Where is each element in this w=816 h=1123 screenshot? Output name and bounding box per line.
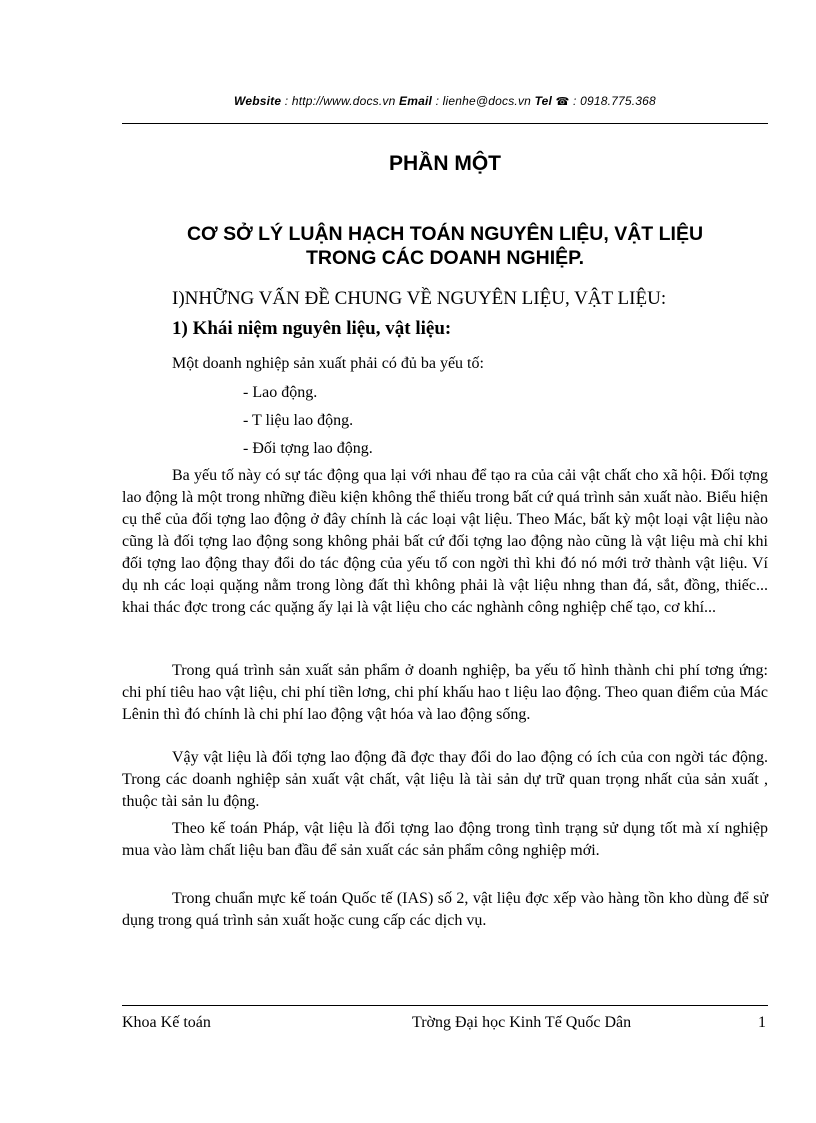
footer-rule [122, 1005, 768, 1006]
sub-heading: 1) Khái niệm nguyên liệu, vật liệu: [172, 318, 452, 339]
email-label: Email [399, 94, 433, 108]
main-title-line-2: TRONG CÁC DOANH NGHIỆP. [305, 247, 585, 269]
list-item: - T liệu lao động. [243, 412, 354, 429]
email-value: : lienhe@docs.vn [432, 94, 535, 108]
paragraph: Vậy vật liệu là đối tợng lao động đã đợc thay đổi do lao động có ích của con ngời tác động. Trong các doanh nghiệp sản xuất vật chất, vật liệu là tài sản dự trữ quan trọng nhất của sản xuất , thuộc tài sản lu động. [122, 749, 768, 810]
paragraph: Trong chuẩn mực kế toán Quốc tế (IAS) số 2, vật liệu đợc xếp vào hàng tồn kho dùng để sử dụng trong quá trình sản xuất hoặc cung cấp các dịch vụ. [122, 890, 768, 929]
website-value: : http://www.docs.vn [281, 94, 400, 108]
website-label: Website [234, 94, 282, 108]
page-number: 1 [758, 1014, 766, 1031]
footer-university: Trờng Đại học Kinh Tế Quốc Dân [412, 1014, 632, 1031]
phone-icon: ☎ [555, 96, 570, 108]
main-title [122, 222, 768, 270]
main-title-line-1: CƠ SỞ LÝ LUẬN HẠCH TOÁN NGUYÊN LIỆU, VẬT LIỆU [186, 223, 704, 245]
tel-label: Tel [534, 94, 553, 108]
part-title: PHẦN MỘT [389, 152, 501, 175]
paragraph: Theo kế toán Pháp, vật liệu là đối tợng lao động trong tình trạng sử dụng tốt mà xí nghiệp mua vào làm chất liệu ban đầu để sản xuất các sản phẩm công nghiệp mới. [122, 820, 768, 859]
intro-text: Một doanh nghiệp sản xuất phải có đủ ba yếu tố: [172, 355, 484, 372]
section-heading: I)NHỮNG VẤN ĐỀ CHUNG VỀ NGUYÊN LIỆU, VẬT LIỆU: [172, 288, 667, 309]
paragraph: Ba yếu tố này có sự tác động qua lại với nhau để tạo ra của cải vật chất cho xã hội. Đối tợng lao động là một trong những điều kiện không thể thiếu trong bất cứ quá trình sản xuất nào. Biểu hiện cụ thể của đối tợng lao động ở đây chính là các loại vật liệu. Theo Mác, bất kỳ một loại vật liệu nào cũng là đối tợng lao động song không phải bất cứ đối tợng lao động nào cũng là vật liệu mà chỉ khi đối tợng lao động thay đổi do tác động của yếu tố con ngời thì khi đó nó mới trở thành vật liệu. Ví dụ nh các loại quặng nằm trong lòng đất thì không phải là vật liệu nhng than đá, sắt, đồng, thiếc... khai thác đợc trong các quặng ấy lại là vật liệu cho các nghành công nghiệp chế tạo, cơ khí... [122, 467, 768, 616]
tel-value: : 0918.775.368 [569, 94, 656, 108]
header-rule [122, 123, 768, 124]
list-item: - Lao động. [243, 384, 318, 401]
paragraph: Trong quá trình sản xuất sản phẩm ở doanh nghiệp, ba yếu tố hình thành chi phí tơng ứng: chi phí tiêu hao vật liệu, chi phí tiền lơng, chi phí khấu hao t liệu lao động. Theo quan điểm của Mác Lênin thì đó chính là chi phí lao động vật hóa và lao động sống. [122, 662, 768, 723]
list-item: - Đối tợng lao động. [243, 440, 373, 457]
footer-department: Khoa Kế toán [122, 1014, 211, 1031]
page-header [122, 94, 768, 108]
